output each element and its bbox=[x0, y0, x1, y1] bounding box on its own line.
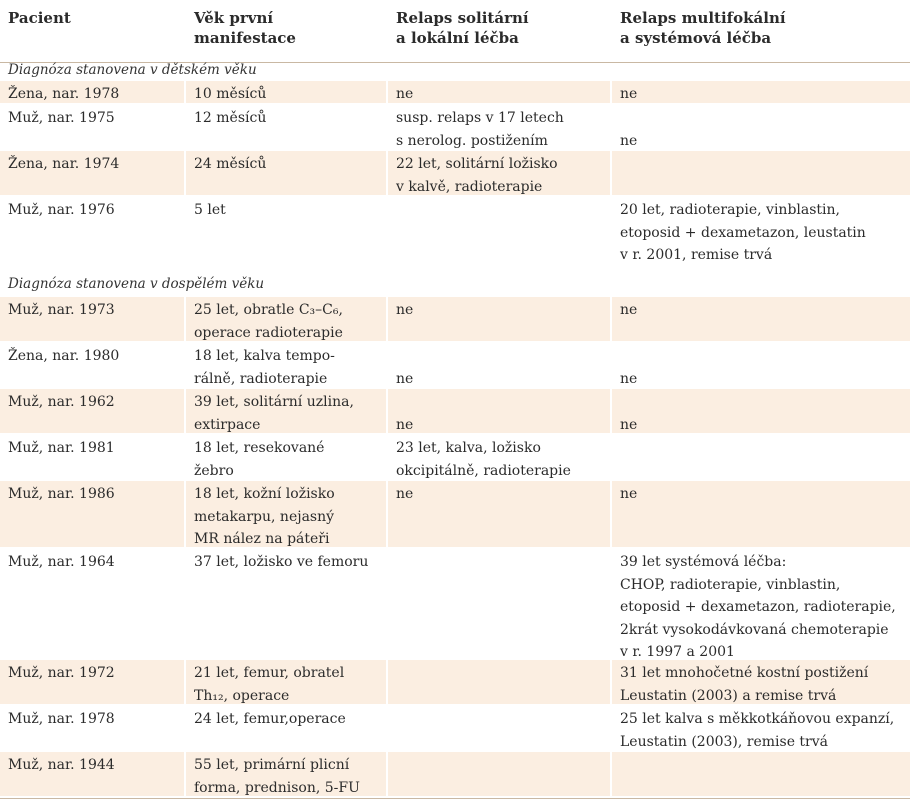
cell-relaps-multifokalni: ne bbox=[612, 481, 910, 547]
table-row bbox=[0, 297, 910, 343]
header-relaps-solitarni: Relaps solitární a lokální léčba bbox=[396, 9, 529, 47]
cell-relaps-multifokalni: ne bbox=[612, 81, 910, 103]
cell-pacient: Muž, nar. 1972 bbox=[0, 660, 184, 704]
cell-relaps-solitarni bbox=[388, 549, 610, 658]
cell-vek: 24 let, femur,operace bbox=[194, 711, 346, 727]
cell-vek: 55 let, primární plicní forma, prednison, 5-FU bbox=[186, 752, 386, 796]
cell-relaps-solitarni bbox=[388, 752, 610, 796]
table-row bbox=[0, 81, 910, 105]
cell-vek: 25 let, obratle C₃–C₆, operace radioterapie bbox=[186, 297, 386, 341]
cell-pacient: Muž, nar. 1962 bbox=[0, 389, 184, 433]
cell-relaps-solitarni: susp. relaps v 17 letech s nerolog. postižením bbox=[396, 110, 564, 149]
table-row bbox=[0, 752, 910, 798]
cell-pacient: Muž, nar. 1981 bbox=[8, 440, 115, 456]
cell-pacient: Žena, nar. 1978 bbox=[0, 81, 184, 103]
header-vek: Věk první manifestace bbox=[194, 9, 296, 47]
header-pacient: Pacient bbox=[8, 9, 71, 27]
cell-vek: 24 měsíců bbox=[186, 151, 386, 195]
table-header bbox=[0, 0, 910, 60]
cell-vek: 18 let, kalva tempo- rálně, radioterapie bbox=[194, 348, 335, 387]
cell-pacient: Muž, nar. 1944 bbox=[0, 752, 184, 796]
table-row bbox=[0, 481, 910, 549]
table-row bbox=[0, 660, 910, 706]
cell-relaps-solitarni bbox=[388, 660, 610, 704]
cell-vek: 10 měsíců bbox=[186, 81, 386, 103]
table-row bbox=[0, 389, 910, 435]
table-row bbox=[0, 706, 910, 752]
cell-pacient: Muž, nar. 1986 bbox=[0, 481, 184, 547]
cell-pacient: Muž, nar. 1973 bbox=[0, 297, 184, 341]
table-bottom-rule bbox=[0, 798, 910, 799]
cell-vek: 39 let, solitární uzlina, extirpace bbox=[186, 389, 386, 433]
cell-vek: 12 měsíců bbox=[194, 110, 267, 126]
cell-relaps-multifokalni bbox=[612, 435, 910, 479]
section-title-adulthood: Diagnóza stanovena v dospělém věku bbox=[8, 276, 265, 292]
section-title-childhood: Diagnóza stanovena v dětském věku bbox=[8, 62, 257, 78]
table-row bbox=[0, 549, 910, 660]
cell-relaps-multifokalni: ne bbox=[612, 297, 910, 341]
table-row bbox=[0, 151, 910, 197]
header-relaps-multifokalni: Relaps multifokální a systémová léčba bbox=[620, 9, 786, 47]
cell-vek: 18 let, kožní ložisko metakarpu, nejasný MR nález na páteři bbox=[186, 481, 386, 547]
cell-relaps-multifokalni bbox=[612, 151, 910, 195]
cell-vek: 37 let, ložisko ve femoru bbox=[194, 554, 369, 570]
cell-vek: 18 let, resekované žebro bbox=[194, 440, 325, 479]
cell-relaps-solitarni: ne bbox=[388, 389, 610, 433]
cell-relaps-solitarni: 23 let, kalva, ložisko okcipitálně, radioterapie bbox=[396, 440, 571, 479]
cell-relaps-solitarni: ne bbox=[396, 370, 414, 387]
cell-relaps-solitarni bbox=[388, 706, 610, 750]
cell-relaps-solitarni: 22 let, solitární ložisko v kalvě, radioterapie bbox=[388, 151, 610, 195]
cell-relaps-multifokalni: ne bbox=[612, 389, 910, 433]
table-row bbox=[0, 197, 910, 267]
table-row bbox=[0, 435, 910, 481]
cell-vek: 21 let, femur, obratel Th₁₂, operace bbox=[186, 660, 386, 704]
cell-relaps-multifokalni: 31 let mnohočetné kostní postižení Leustatin (2003) a remise trvá bbox=[612, 660, 910, 704]
cell-relaps-multifokalni: 20 let, radioterapie, vinblastin, etoposid + dexametazon, leustatin v r. 2001, remise trvá bbox=[620, 202, 866, 263]
cell-relaps-multifokalni bbox=[612, 752, 910, 796]
cell-vek: 5 let bbox=[194, 202, 226, 218]
cell-pacient: Muž, nar. 1978 bbox=[8, 711, 115, 727]
table-row bbox=[0, 343, 910, 389]
cell-pacient: Muž, nar. 1975 bbox=[8, 110, 115, 126]
cell-relaps-multifokalni: ne bbox=[620, 370, 638, 387]
cell-relaps-solitarni: ne bbox=[388, 481, 610, 547]
cell-pacient: Muž, nar. 1976 bbox=[8, 202, 115, 218]
cell-pacient: Žena, nar. 1974 bbox=[0, 151, 184, 195]
cell-relaps-solitarni: ne bbox=[388, 81, 610, 103]
cell-relaps-multifokalni: 25 let kalva s měkkotkáňovou expanzí, Leustatin (2003), remise trvá bbox=[620, 711, 895, 750]
cell-pacient: Žena, nar. 1980 bbox=[8, 348, 120, 364]
cell-relaps-multifokalni: ne bbox=[620, 132, 638, 149]
cell-relaps-solitarni: ne bbox=[388, 297, 610, 341]
cell-pacient: Muž, nar. 1964 bbox=[8, 554, 115, 570]
cell-relaps-multifokalni: 39 let systémová léčba: CHOP, radioterapie, vinblastin, etoposid + dexametazon, radioterapie, 2krát vysokodávkovaná chemoterapie v r. 1997 a 2001 bbox=[620, 554, 896, 660]
cell-relaps-solitarni bbox=[388, 197, 610, 265]
table-row bbox=[0, 105, 910, 151]
